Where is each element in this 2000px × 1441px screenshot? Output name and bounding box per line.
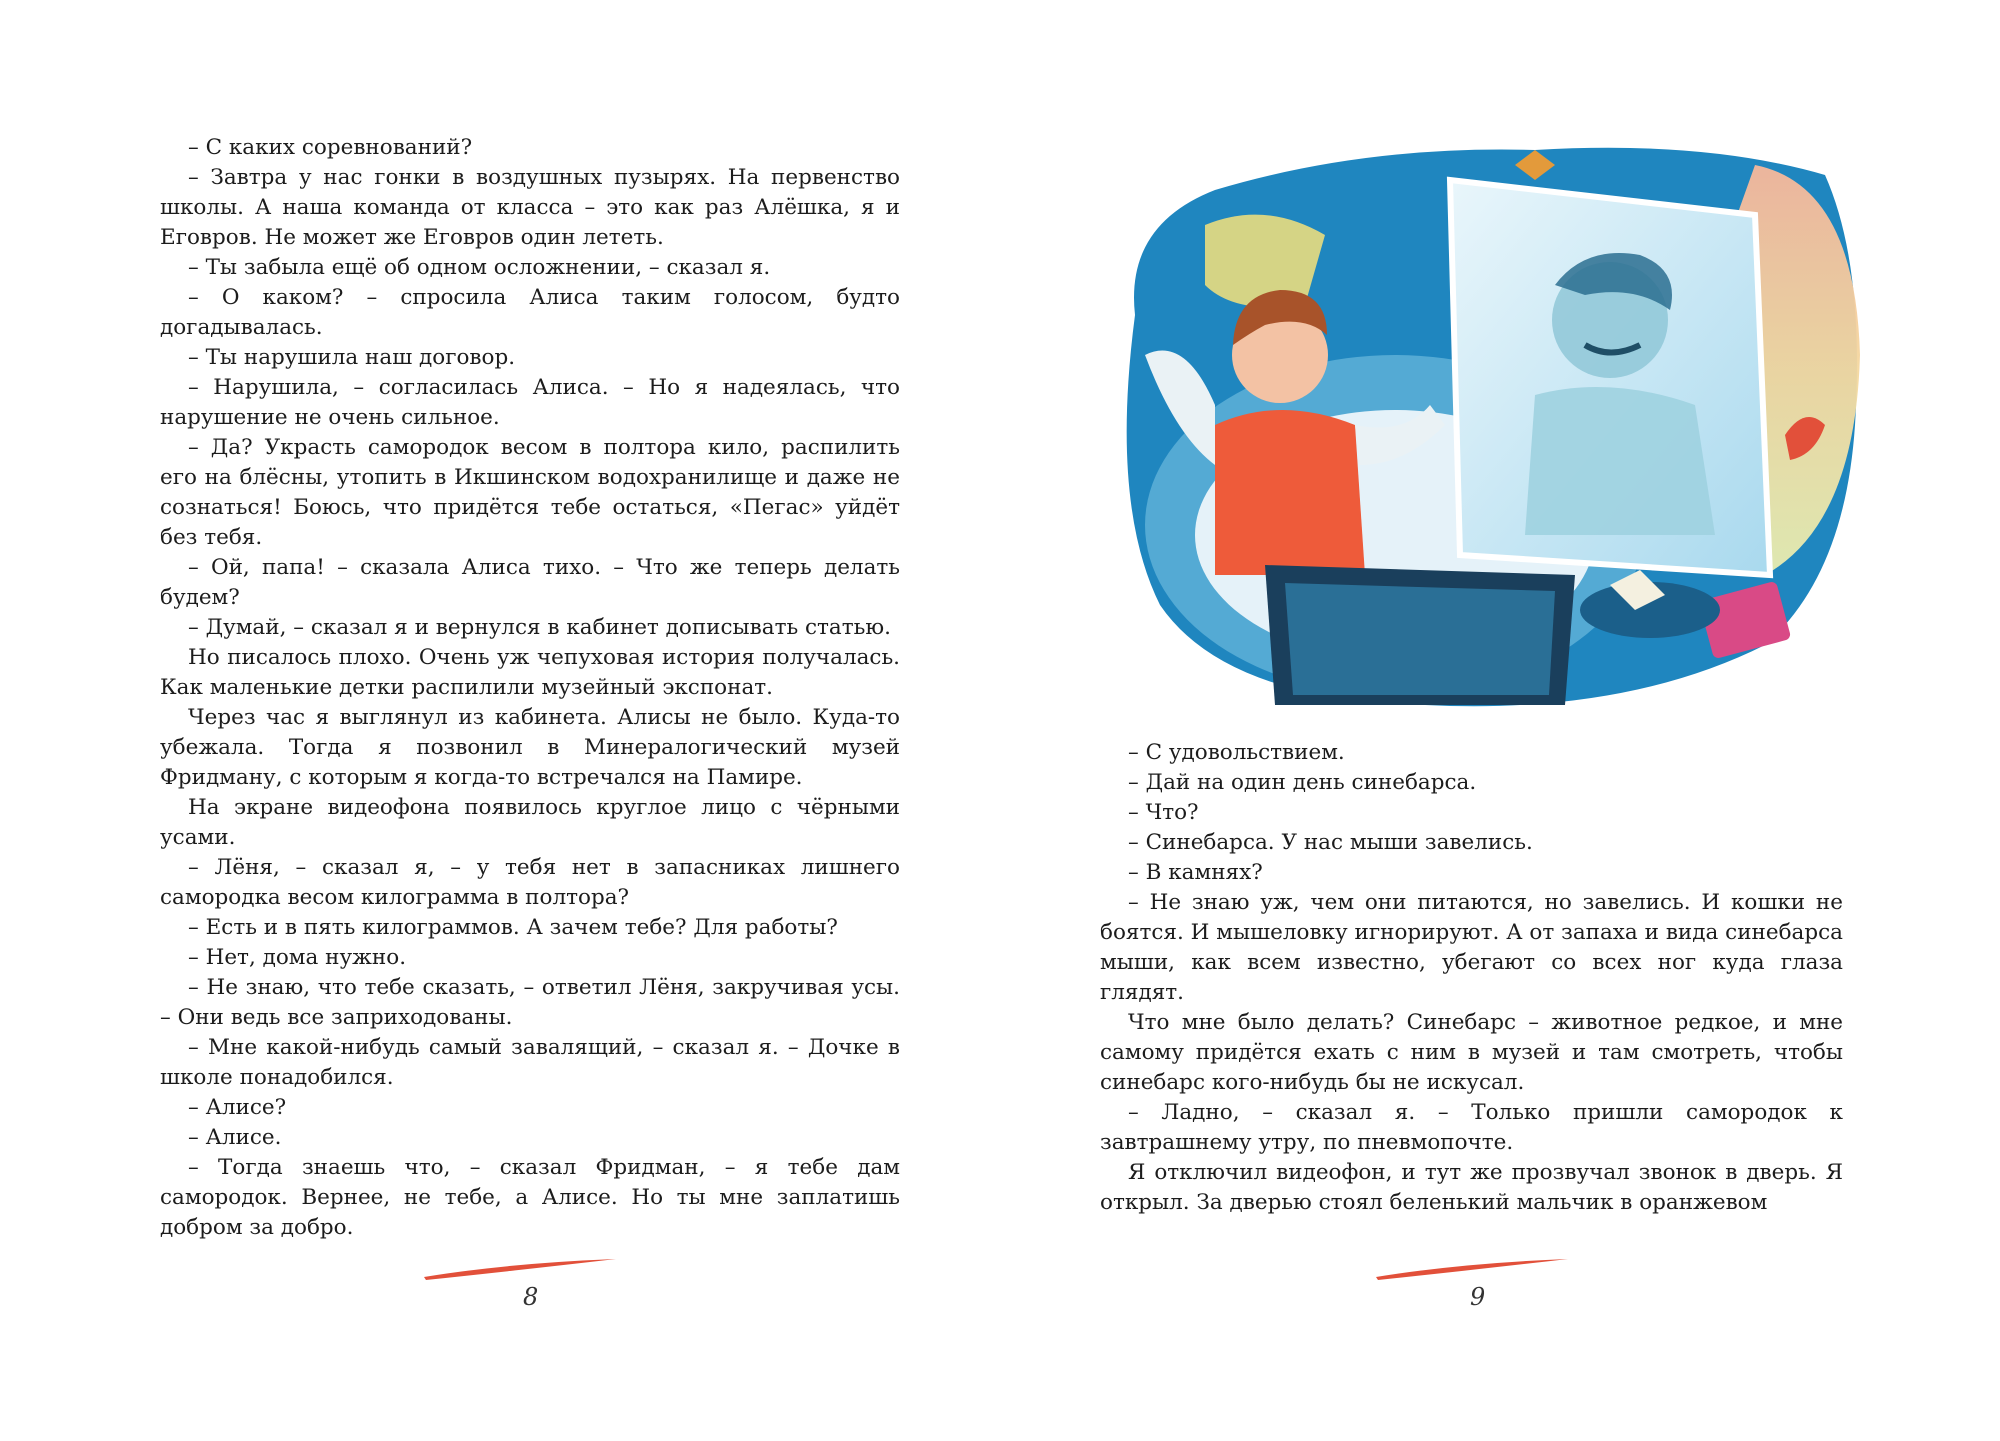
paragraph: – Есть и в пять килограммов. А зачем тебе? Для работы? <box>188 915 838 940</box>
paragraph: – С удовольствием. <box>1128 740 1345 765</box>
paragraph: – Думай, – сказал я и вернулся в кабинет дописывать статью. <box>188 615 891 640</box>
paragraph: Что мне было делать? Синебарс – животное редкое, и мне самому придётся ехать с ним в музей и там смотреть, чтобы синебарс кого-нибудь бы не искусал. <box>1100 1010 1843 1095</box>
paragraph: – Лёня, – сказал я, – у тебя нет в запасниках лишнего самородка весом килограмма в полтора? <box>160 855 900 910</box>
paragraph: Я отключил видеофон, и тут же прозвучал звонок в дверь. Я открыл. За дверью стоял беленький мальчик в оранжевом <box>1100 1160 1843 1215</box>
paragraph: – Синебарса. У нас мыши завелись. <box>1128 830 1533 855</box>
paragraph: – Ой, папа! – сказала Алиса тихо. – Что же теперь делать будем? <box>160 555 900 610</box>
paragraph: – Дай на один день синебарса. <box>1128 770 1477 795</box>
right-page-text <box>1100 738 1843 1218</box>
paragraph: Через час я выглянул из кабинета. Алисы не было. Куда-то убежала. Тогда я позвонил в Минералогический музей Фридману, с которым я когда-то встречался на Памире. <box>160 705 900 790</box>
paragraph: – Не знаю уж, чем они питаются, но завелись. И кошки не боятся. И мышеловку игнорируют. А от запаха и вида синебарса мыши, как всем известно, убегают со всех ног куда глаза глядят. <box>1100 890 1843 1005</box>
page-number: 8 <box>523 1283 539 1311</box>
page-number: 9 <box>1470 1283 1486 1311</box>
paragraph: Но писалось плохо. Очень уж чепуховая история получалась. Как маленькие детки распилили музейный экспонат. <box>160 645 900 700</box>
paragraph: – В камнях? <box>1128 860 1263 885</box>
paragraph: – Нет, дома нужно. <box>188 945 407 970</box>
paragraph: – Ты нарушила наш договор. <box>188 345 516 370</box>
page-flourish <box>420 1253 620 1283</box>
paragraph: – Алисе. <box>188 1125 282 1150</box>
paragraph: – Мне какой-нибудь самый завалящий, – сказал я. – Дочке в школе понадобился. <box>160 1035 900 1090</box>
paragraph: – Да? Украсть самородок весом в полтора кило, распилить его на блёсны, утопить в Икшинском водохранилище и даже не сознаться! Боюсь, что придётся тебе остаться, «Пегас» уйдёт без тебя. <box>160 435 900 550</box>
paragraph: – С каких соревнований? <box>188 135 473 160</box>
paragraph: – Алисе? <box>188 1095 287 1120</box>
paragraph: – О каком? – спросила Алиса таким голосом, будто догадывалась. <box>160 285 900 340</box>
paragraph: – Ладно, – сказал я. – Только пришли самородок к завтрашнему утру, по пневмопочте. <box>1100 1100 1843 1155</box>
paragraph: На экране видеофона появилось круглое лицо с чёрными усами. <box>160 795 900 850</box>
right-page <box>1000 0 2000 1441</box>
paragraph: – Ты забыла ещё об одном осложнении, – сказал я. <box>188 255 771 280</box>
boy-at-videophone-illustration <box>1065 105 1870 715</box>
paragraph: – Не знаю, что тебе сказать, – ответил Лёня, закручивая усы. – Они ведь все заприходованы. <box>160 975 900 1030</box>
paragraph: – Тогда знаешь что, – сказал Фридман, – я тебе дам самородок. Вернее, не тебе, а Алисе. Но ты мне заплатишь добром за добро. <box>160 1155 900 1240</box>
left-page-text <box>160 133 900 1243</box>
paragraph: – Что? <box>1128 800 1199 825</box>
page-flourish <box>1372 1253 1572 1283</box>
paragraph: – Нарушила, – согласилась Алиса. – Но я надеялась, что нарушение не очень сильное. <box>160 375 900 430</box>
paragraph: – Завтра у нас гонки в воздушных пузырях. На первенство школы. А наша команда от класса – это как раз Алёшка, я и Еговров. Не может же Еговров один лететь. <box>160 165 900 250</box>
